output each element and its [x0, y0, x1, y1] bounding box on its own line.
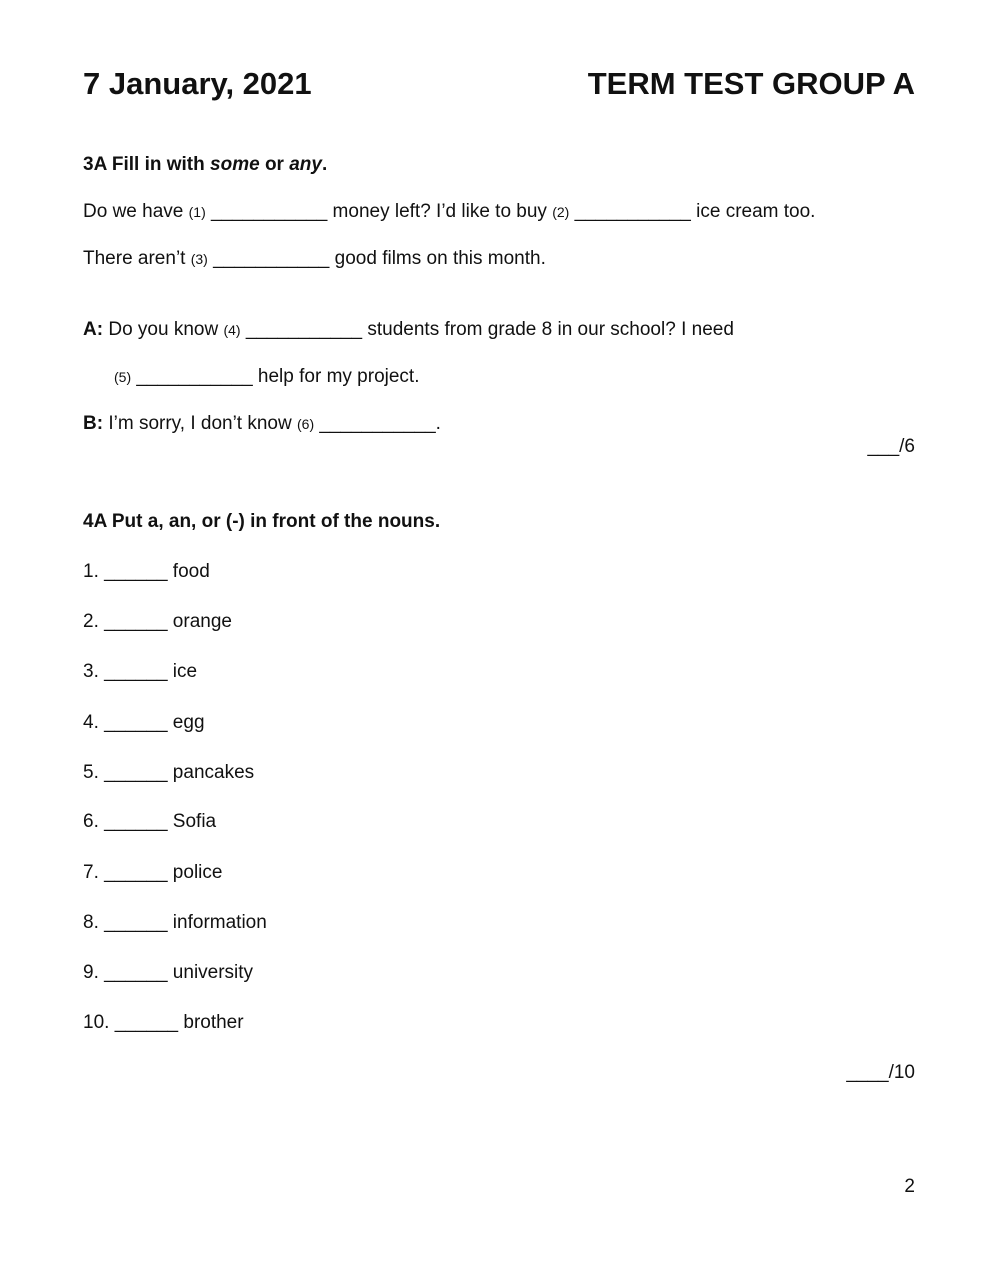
line5-text-b6: ___________.: [314, 413, 441, 434]
noun-item-3: 3. ______ ice: [83, 661, 198, 682]
blank-number-4: (4): [223, 322, 241, 338]
noun-item-8: 8. ______ information: [83, 912, 267, 933]
exercise-line-2: [83, 246, 546, 272]
line2-text-b3: ___________ good films on this month.: [207, 248, 546, 269]
line3-text-a: Do you know: [103, 319, 224, 340]
noun-item-4: 4. ______ egg: [83, 712, 205, 733]
dialogue-line-a-cont: [114, 364, 419, 390]
blank-number-1: (1): [188, 204, 206, 220]
exercise-line-1: [83, 199, 815, 225]
heading-prefix: 3A Fill in with: [83, 154, 211, 175]
speaker-a: A:: [83, 319, 104, 340]
blank-number-5: (5): [114, 369, 132, 385]
noun-item-10: 10. ______ brother: [83, 1012, 244, 1033]
line5-text-a: I’m sorry, I don’t know: [103, 413, 297, 434]
dialogue-line-b: [83, 411, 441, 437]
heading-or: or: [259, 154, 290, 175]
section-4a-heading: 4A Put a, an, or (-) in front of the nouns.: [83, 511, 441, 532]
noun-item-9: 9. ______ university: [83, 962, 254, 983]
speaker-b: B:: [83, 413, 104, 434]
noun-item-1: 1. ______ food: [83, 561, 210, 582]
heading-dot: .: [321, 154, 328, 175]
section-4a-score: ____/10: [846, 1062, 915, 1083]
noun-item-7: 7. ______ police: [83, 862, 223, 883]
line4-text-b5: ___________ help for my project.: [131, 366, 420, 387]
line1-text-b1: ___________ money left? I’d like to buy: [205, 201, 553, 222]
blank-number-3: (3): [190, 251, 208, 267]
heading-some: some: [210, 154, 260, 175]
test-date: 7 January, 2021: [83, 66, 312, 101]
line1-text-b2: ___________ ice cream too.: [569, 201, 816, 222]
test-title: TERM TEST GROUP A: [587, 66, 915, 101]
line2-text-a: There aren’t: [83, 248, 191, 269]
dialogue-line-a: [83, 317, 734, 343]
section-3a-heading: [83, 152, 327, 178]
line1-text-a: Do we have: [83, 201, 189, 222]
noun-item-2: 2. ______ orange: [83, 611, 232, 632]
page-number: 2: [904, 1176, 915, 1197]
blank-number-6: (6): [297, 416, 315, 432]
section-3a-score: ___/6: [867, 436, 915, 457]
noun-item-6: 6. ______ Sofia: [83, 811, 217, 832]
noun-item-5: 5. ______ pancakes: [83, 762, 255, 783]
blank-number-2: (2): [552, 204, 570, 220]
heading-any: any: [289, 154, 322, 175]
line3-text-b4: ___________ students from grade 8 in our school? I need: [240, 319, 734, 340]
